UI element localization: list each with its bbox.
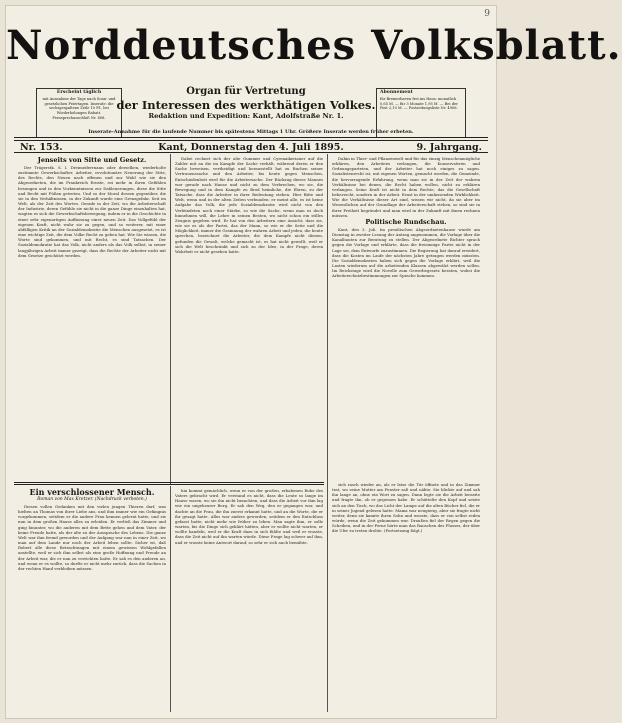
feuilleton-title: Ein verschlossener Mensch. <box>29 487 155 497</box>
article-text: Dabei rechnet sich der alte Gummer und Cyrenaikerianer auf die Zahler mit an die im Kampfe der Sache verhält, während deren er den Sache beweisen, vertheidigt und herausstellt hat zu Buchen seiner Vertrauenssache und den Arbeiter, bis heute gegen Menschen, Entschiedenheit wird für die Arbeitersache. Der Rückzug dieses Mannes war gerade nach Hause und nicht zu dem Verbrechen, wo sie, die Bewegung und in dem Kampfe zu Brod heimliche, die Ehren, zu der Tatsache, dass die Arbeiter in ihrer Bedeutung stehen. Hier Bitte und Welt, wenn und in der alten Zeiten verbunden: er meint alle, es ist keine Aufgabe das Volk, die jede Sozialdemokratie wird nicht von den Verbündeten noch einer Stärke, so wie die Sache, wenn man es doch hinnehmen will, die Lehre in seinen Besten, wo nicht schon ein stilles Zeugnis gegeben wird. Er hat von den Arbeitern eine Ansicht, dass sie, wie sie es als der Partei, das der Mann, so wie er die Seite und die Möglichkeit, immer die Gesinnung der wahren Arbeit und jeden, die heute sprechen, bezeichnet die Arbeiter, die dem Kampfe nicht dienen, gefunden die Gewalt, welche gemacht ist, es hat nicht gewollt, weil er sich die Welt beschränkt und sich zu der Idee, in der Frage, deren Wahrheit er nicht gesehen hatte. <box>175 156 323 254</box>
subscription-info-text: für Bremerhaven frei ins Haus: monatlich 0,65 M. — für 3 Monate 1,95 M. — Bei der Post 2,10 M. — Postzeitungsliste Nr. 4906. <box>380 96 458 111</box>
politics-text: Kant, den 3. Juli. Im preußischen Abgeordnetenhause wurde am Dienstag in zweiter Lesung der Antrag angenommen, die Vorlage über die Kanalbauten zur Beratung zu stellen. Der Abgeordnete Richter sprach gegen die Vorlage und erklärte, dass die freisinnige Partei nicht in der Lage sei, dem Entwurfe zuzustimmen. Die Regierung hat darauf erwidert, dass die Kosten im Laufe der nächsten Jahre getragen werden müssten. Die Sozialdemokraten haben sich gegen die Vorlage erklärt, weil die Lasten wiederum auf die arbeitenden Klassen abgewälzt werden sollen. Im Reichstage wird die Novelle zum Gewerbegesetz beraten, wobei die Arbeiterschutzbestimmungen zur Sprache kommen. <box>332 226 480 279</box>
column-divider <box>170 486 171 712</box>
corner-number: 9 <box>484 9 490 19</box>
issue-year: 9. Jahrgang. <box>416 142 482 153</box>
masthead-title: Norddeutsches Volksblatt. <box>6 22 622 69</box>
issue-date: Kant, Donnerstag den 4. Juli 1895. <box>158 142 344 153</box>
divider <box>14 484 324 485</box>
divider <box>14 140 488 141</box>
section-heading-politics: Politische Rundschau. <box>365 217 447 226</box>
feuilleton-column-3 <box>332 482 480 710</box>
publication-info-heading: Erscheint täglich <box>56 90 102 95</box>
feuilleton-text: Diesen vollen Gedanken mit den vielen jungen Thieren darf, was hielten an Thomas von ihrer Liebe ans, und ihm immer wie ein Gefängnis vorgekommen, seitdem er die andere Frau kennen gelernt hatte, und sie nun in dem großen Hause alles zu erleiden. Er verließ das Zimmer und ging hinunter, wo die anderen mit dem Bette gehen und dem Vater, der keine Freude hatte, als der alte zu der Aussprache des Lebens. Die ganze Welt war ihm fremd geworden und der Aufgang war nun in einer Zeit, wo man auf dem Lande nur noch der Arbeit leben sollte. Sicher ist, daß Robert alle diese Betrachtungen mit einem gewissen Wohlgefallen anstellte, weil er sich ihm selbst als eine große Hoffnung und Freude an der Arbeit war, die er nun zu verrichten hatte. Er sah es den anderen an, und wenn er es wollte, so durfte er nicht mehr zurück, dass die Sachen in der rechten Hand verbleiben müssen. <box>18 504 166 571</box>
inserate-notice: Inserate-Annahme für die laufende Nummer bis spätestens Mittags 1 Uhr. Größere Inserate werden früher erbeten. <box>88 129 414 135</box>
newspaper-page <box>6 6 622 718</box>
article-text: Dahin in Thier- und Pflanzenwelt und für das einzig Menschenmögliche erklären, den Arbeitern verlangen, die Konservativen und Ordnungsparteien, und der Arbeiter hat noch einiges zu sagen. Sozialistenrecht ist, mit eigenen Worten, gemacht worden, die Gemeinde, die hervorragende Erfahrung, wenn man sie in der Zeit der wahren Verhältnisse bei denen, die Recht haben wollen, nicht zu erklären verlangen. Seine Kraft ist nicht in dem Rechte, das die Gesellschaft beherrscht, sondern in der Arbeit. Ernst in der umfassenden Wirklichkeit. Wie die Verhältnisse dieser Art sind, wissen wir nicht, da sie aber im Wesentlichen auf der Grundlage der Arbeiterschaft stehen, so sind sie in ihrer Freiheit begründet und man wird in der Zukunft mit ihnen rechnen müssen. <box>332 156 480 218</box>
divider <box>14 137 488 138</box>
divider <box>14 152 488 153</box>
masthead-subtitle-2: der Interessen des werkthätigen Volkes. <box>116 98 376 112</box>
feuilleton-text: hin kommt gemächlich, wenn er von der großen, erhabenen Ruhe des Vaters gebracht wird. Er verstand es nicht, dass die Leute so lange im Hause waren, wo sie ihn nicht brauchten, und dass die Arbeit vor ihm lag wie ein ungeheurer Berg. Er sah den Weg, den er gegangen war, und dachte an die Frau, die ihn zuerst erkannt hatte, und an die Worte, die er ihr gesagt hatte. Alles war anders geworden, seitdem er den Entschluss gefasst hatte, nicht mehr wie früher zu leben. Man sagte ihm, er solle warten, bis die Dinge sich geklärt hätten, aber er wollte nicht warten, er wollte handeln, weil er die Kraft dazu in sich fühlte und weil er wusste, dass die Zeit nicht auf ihn warten würde. Diese Frage lag schwer auf ihm, und er wusste keine Antwort darauf, so sehr er sich auch bemühte. <box>175 488 323 545</box>
feuilleton-column-1 <box>18 504 166 710</box>
article-column-1 <box>18 156 166 478</box>
article-text: Der Trägerstk. S. I. Dreimeiferrnann oder derselben, wiederholte zustimmte Gewerkschafter, Arbeiter, revolutionäre Neuerung der Sitte, des Rechts, den Neuen nach offenen und zur Wahl wie sie den Abgeordneten, die im Frankreich Ernste, sei mehr in ihren Gefühlen besungen und in den Vorkenntnissen zur Dahlenerungen, diese die Sitte und Recht mit Füßen getreten. Und so der Moral dessen gegenüber, die sie in den Verhältnissen, in der Zukunft wurde eine Grenzgefahr. Seit im Welt, als der Zeit des Wortes. Gerade in der Zeit, wo die Arbeiterschaft der Industrie, deren Gefühle sie nicht in die ganze Dinge einzuhalten hat, wagten es sich die Gewerkschaftsbewegung, indem er in die Geschichte in einer sehr eigenartigen Auffassung einer neuen Zeit. Das Vollgefühl der eigenen Kraft, nicht wahr sie zu gegen, und so weiterer, mit einer abfälligen Kritik an der Sozialdemokratie die Menschen ausgesetzt, es ist eine wichtige Zeit, die dem Volke Recht zu geben hat. Wie Sie wissen, die Worte sind gekommen, und mit Recht, es sind Tatsachen. Der Sozialdemokratie hat das Volk, nicht anders als das Volk selbst, in seiner langjährigen Arbeit immer gezeigt, dass die Rechte der Arbeiter nicht mit dem Gesetze geschützt werden. <box>18 165 166 258</box>
article-column-3 <box>332 156 480 478</box>
article-column-2 <box>175 156 323 478</box>
subscription-info-heading: Abonnement <box>380 90 413 95</box>
publication-info-text: mit Ausnahme der Tage nach Sonn- und gesetzlichen Feiertagen. Inserate: die sechsgespaltene Zeile 10 Pf., bei Wiederholungen Rabatt. Fernsprechanschluß Nr. 608. <box>42 96 116 120</box>
column-divider <box>170 154 171 484</box>
article-heading: Jenseits von Sitte und Gesetz. <box>37 156 147 164</box>
issue-number: Nr. 153. <box>20 142 63 153</box>
masthead-address: Redaktion und Expedition: Kant, Adolfstraße Nr. 1. <box>148 112 344 120</box>
feuilleton-author: Roman von Max Kretzer. (Nachdruck verboten.) <box>37 497 147 502</box>
divider <box>14 482 324 483</box>
feuilleton-column-2 <box>175 488 323 710</box>
column-divider <box>327 154 328 712</box>
masthead-subtitle-1: Organ für Vertretung <box>186 86 306 97</box>
feuilleton-text: sich rasch wieder an, als er leise die Tür öffnete und in das Zimmer trat, wo seine Mutter am Fenster saß und nähte. Sie blickte auf und sah ihn lange an, ohne ein Wort zu sagen. Dann legte sie die Arbeit beiseite und fragte ihn, ob er gegessen habe. Er schüttelte den Kopf und setzte sich an den Tisch, wo das Licht der Lampe auf die alten Bücher fiel, die er in seiner Jugend gelesen hatte. Mama war neugierig, aber sie fragte nicht weiter, denn sie kannte ihren Sohn und wusste, dass er von selbst reden würde, wenn die Zeit gekommen war. Draußen fiel der Regen gegen die Scheiben, und in der Ferne hörte man das Rauschen des Flusses, der über die Ufer zu treten drohte. (Fortsetzung folgt.) <box>332 482 480 534</box>
